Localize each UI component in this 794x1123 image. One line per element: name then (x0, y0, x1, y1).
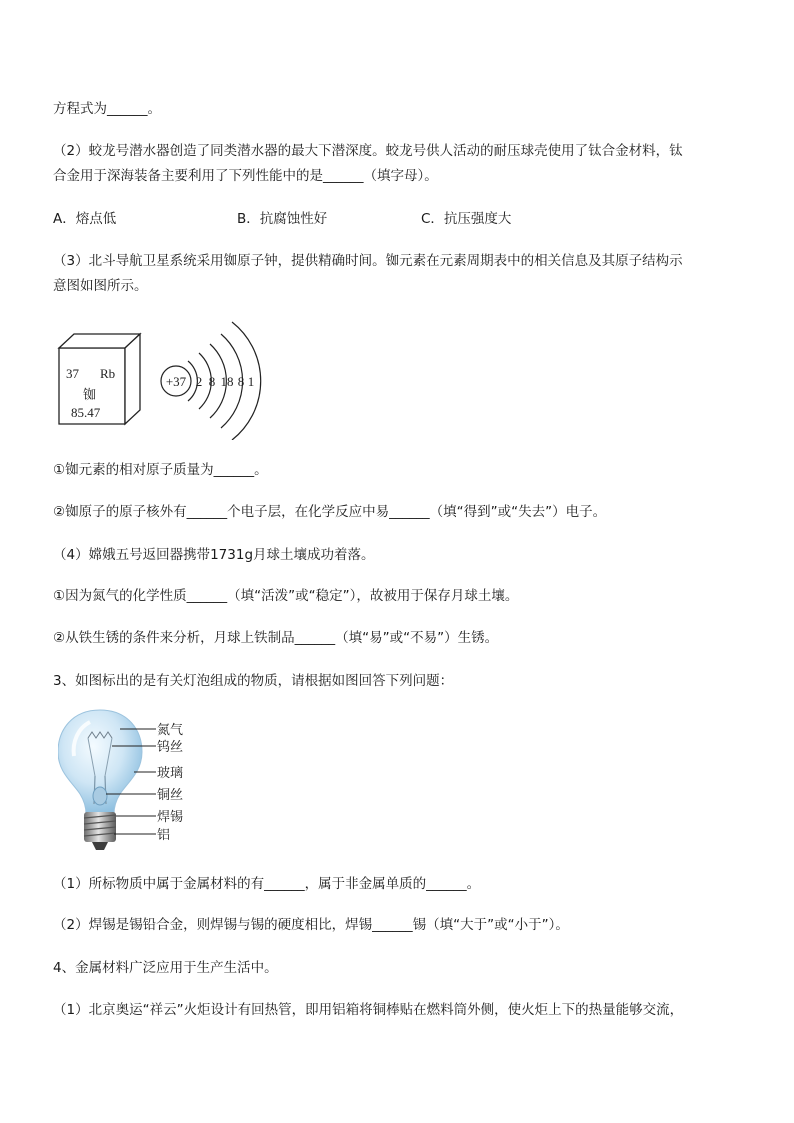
text-line: （3）北斗导航卫星系统采用铷原子钟，提供精确时间。铷元素在元素周期表中的相关信息及其原子结构示 (53, 253, 683, 269)
text-line: （4）嫦娥五号返回器携带1731g月球土壤成功着落。 (53, 547, 375, 563)
option-b: B．抗腐蚀性好 (237, 211, 328, 227)
light-bulb-figure (58, 708, 198, 856)
element-symbol: Rb (100, 366, 116, 381)
bulb-label-nitrogen: 氮气 (157, 723, 184, 738)
atomic-number: 37 (66, 366, 79, 381)
shell-arc (232, 322, 261, 440)
option-a: A．熔点低 (53, 211, 117, 227)
shell-count: 2 (195, 374, 203, 389)
rubidium-figure (50, 318, 280, 440)
bulb-label-glass: 玻璃 (157, 766, 184, 781)
bulb-drawing (58, 710, 142, 850)
bulb-label-tungsten: 钨丝 (157, 740, 184, 755)
text-line: 4、金属材料广泛应用于生产生活中。 (53, 960, 278, 976)
element-card (59, 334, 140, 424)
text-line: 合金用于深海装备主要利用了下列性能中的是______（填字母）。 (53, 168, 438, 184)
text-line: ②铷原子的原子核外有______个电子层，在化学反应中易______（填“得到”或“失去”）电子。 (53, 504, 607, 520)
atom-diagram (161, 322, 261, 440)
shell-count: 8 (237, 374, 245, 389)
text-line: ①铷元素的相对原子质量为______。 (53, 462, 268, 478)
bulb-label-solder: 焊锡 (157, 810, 184, 825)
option-c: C．抗压强度大 (421, 211, 512, 227)
nucleus-charge: +37 (165, 374, 187, 389)
text-line: 方程式为______。 (53, 101, 161, 117)
text-line: （1）北京奥运“祥云”火炬设计有回热管，即用铝箱将铜棒贴在燃料筒外侧，使火炬上下的热量能够交流， (53, 1002, 684, 1018)
element-name: 铷 (83, 388, 97, 403)
text-line: （2）蛟龙号潜水器创造了同类潜水器的最大下潜深度。蛟龙号供人活动的耐压球壳使用了钛合金材料，钛 (53, 143, 683, 159)
text-line: （1）所标物质中属于金属材料的有______，属于非金属单质的______。 (53, 876, 481, 892)
shell-count: 18 (220, 374, 234, 389)
text-line: ②从铁生锈的条件来分析，月球上铁制品______（填“易”或“不易”）生锈。 (53, 630, 499, 646)
text-line: 3、如图标出的是有关灯泡组成的物质，请根据如图回答下列问题： (53, 673, 454, 689)
bulb-label-aluminum: 铝 (157, 828, 171, 843)
text-line: 意图如图所示。 (53, 278, 148, 294)
bulb-label-copper: 铜丝 (157, 788, 184, 803)
shell-count: 1 (247, 374, 255, 389)
text-line: ①因为氮气的化学性质______（填“活泼”或“稳定”），故被用于保存月球土壤。 (53, 588, 519, 604)
atomic-mass: 85.47 (71, 405, 101, 420)
text-line: （2）焊锡是锡铅合金，则焊锡与锡的硬度相比，焊锡______锡（填“大于”或“小于”）。 (53, 917, 569, 933)
shell-count: 8 (208, 374, 216, 389)
